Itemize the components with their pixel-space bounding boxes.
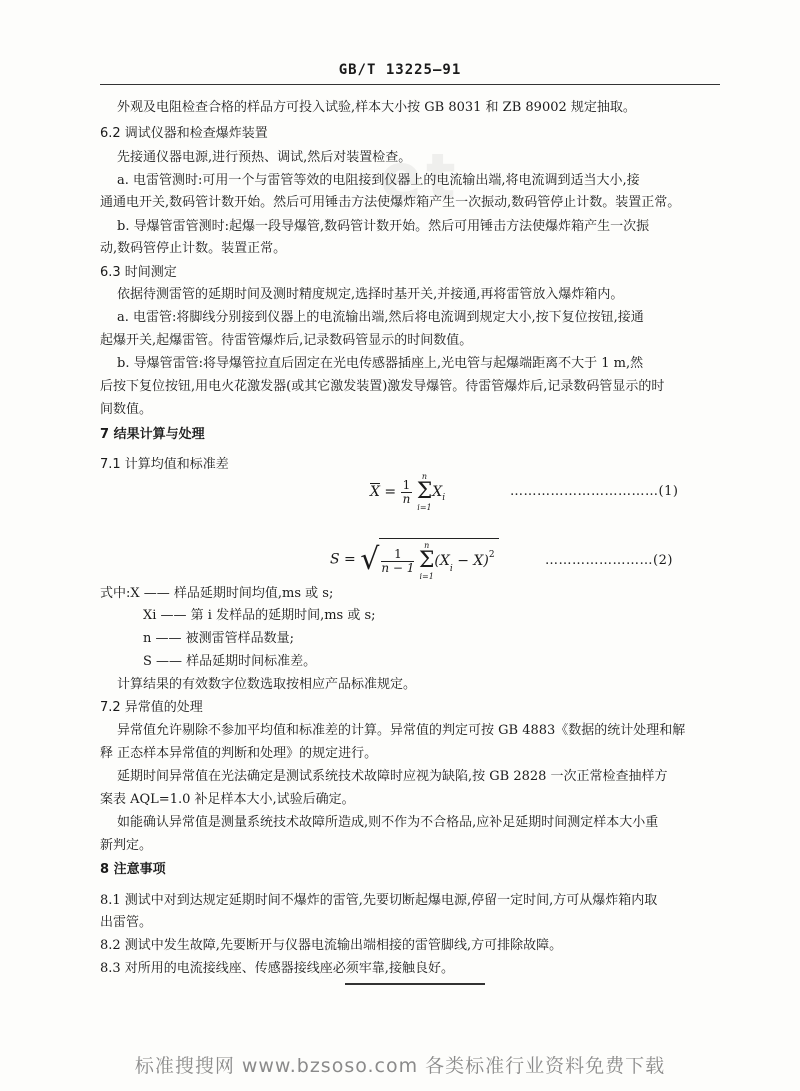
intro-line: 外观及电阻检查合格的样品方可投入试验,样本大小按 GB 8031 和 ZB 89002 规定抽取。 [117,100,636,115]
s72-p1-l2: 释 正态样本异常值的判断和处理》的规定进行。 [100,746,378,761]
f1-sum-bot: i=1 [417,503,432,512]
note: 计算结果的有效数字位数选取按相应产品标准规定。 [117,677,417,692]
footer-watermark: 标准搜搜网 www.bzsoso.com 各类标准行业资料免费下载 [134,1055,666,1077]
where-l1: 式中:X —— 样品延期时间均值,ms 或 s; [100,586,334,601]
sqrt-icon: √ [360,542,380,577]
end-rule [345,983,485,985]
s62-b-l1: b. 导爆管雷管测时:起爆一段导爆管,数码管计数开始。然后可用锤击方法使爆炸箱产生一次振 [117,219,650,234]
f2-num: 1 [381,548,414,562]
s72-p3-l2: 新判定。 [100,838,153,853]
s72-p2-l1: 延期时间异常值在光法确定是测试系统技术故障时应视为缺陷,按 GB 2828 一次正常检查抽样方 [117,769,668,784]
f2-den: n − 1 [381,560,415,575]
header-rule [100,84,720,85]
section-7-2-title: 7.2 异常值的处理 [100,700,203,715]
f1-sum-top: n [421,472,428,481]
sigma-icon-2: Σ [418,548,435,573]
s63-b-l3: 间数值。 [100,402,153,417]
f2-fraction [381,548,414,575]
f2-close: ) [483,553,489,569]
section-6-3-title: 6.3 时间测定 [100,265,177,280]
s72-p3-l1: 如能确认异常值是测量系统技术故障所造成,则不作为不合格品,应补足延期时间测定样本大小重 [117,815,659,830]
s72-p2-l2: 案表 AQL=1.0 补足样本大小,试验后确定。 [100,792,355,807]
f1-var: X [432,484,443,500]
where-l2: Xi —— 第 i 发样品的延期时间,ms 或 s; [143,608,376,623]
f1-den: n [402,491,411,506]
f1-sigma [417,472,433,512]
f2-sigma [419,541,435,581]
f2-left: S = [330,551,356,568]
s63-b-l1: b. 导爆管雷管:将导爆管拉直后固定在光电传感器插座上,光电管与起爆端距离不大于 1 m,然 [117,356,644,371]
formula-stddev [330,538,499,581]
section-8-title: 8 注意事项 [100,862,166,877]
s63-b-l2: 后按下复位按钮,用电火花激发器(或其它激发装置)激发导爆管。待雷管爆炸后,记录数码管显示的时 [100,379,665,394]
s63-p1: 依据待测雷管的延期时间及测时精度规定,选择时基开关,并接通,再将雷管放入爆炸箱内。 [117,287,624,302]
s8-i1-l1: 8.1 测试中对到达规定延期时间不爆炸的雷管,先要切断起爆电源,停留一定时间,方可从爆炸箱内取 [100,893,658,908]
page-header: GB/T 13225—91 [338,62,462,78]
f2-sum-bot: i=1 [419,572,434,581]
sigma-icon: Σ [416,479,433,504]
section-7-title: 7 结果计算与处理 [100,427,205,442]
where-l4: S —— 样品延期时间标准差。 [143,654,317,669]
s72-p1-l1: 异常值允许剔除不参加平均值和标准差的计算。异常值的判定可按 GB 4883《数据的统计处理和解 [117,723,686,738]
formula-2-label: ……………………(2) [545,553,673,568]
formula-1-label: ……………………………(1) [510,484,679,499]
where-l3: n —— 被测雷管样品数量; [143,631,295,646]
s62-b-l2: 动,数码管停止计数。装置正常。 [100,241,287,256]
f1-num: 1 [402,477,411,492]
f2-body: (X [434,553,450,569]
formula-mean [370,472,445,512]
s8-i3: 8.3 对所用的电流接线座、传感器接线座必须牢靠,接触良好。 [100,961,454,976]
f1-left: $\overline{X}$ [370,484,380,500]
f2-body2: − X [452,553,484,569]
watermark: et [380,140,460,213]
section-6-2-title: 6.2 调试仪器和检查爆炸装置 [100,126,268,141]
s62-p1: 先接通仪器电源,进行预热、调试,然后对装置检查。 [117,150,412,165]
s8-i2: 8.2 测试中发生故障,先要断开与仪器电流输出端相接的雷管脚线,方可排除故障。 [100,938,563,953]
s63-a-l1: a. 电雷管:将脚线分别接到仪器上的电流输出端,然后将电流调到规定大小,按下复位按钮,接通 [117,310,644,325]
section-7-1-title: 7.1 计算均值和标准差 [100,457,229,472]
f1-eq: = [384,484,397,500]
f2-sub: i [449,564,453,574]
f1-fraction [401,479,413,506]
s62-a-l2: 通通电开关,数码管计数开始。然后可用锤击方法使爆炸箱产生一次振动,数码管停止计数。装置正常。 [100,195,681,210]
s62-a-l1: a. 电雷管测时:可用一个与雷管等效的电阻接到仪器上的电流输出端,将电流调到适当大小,接 [117,173,640,188]
f1-sub: i [442,492,446,503]
f2-sq: 2 [488,550,495,560]
f2-sum-top: n [424,541,430,550]
s63-a-l2: 起爆开关,起爆雷管。待雷管爆炸后,记录数码管显示的时间数值。 [100,333,473,348]
s8-i1-l2: 出雷管。 [100,915,153,930]
